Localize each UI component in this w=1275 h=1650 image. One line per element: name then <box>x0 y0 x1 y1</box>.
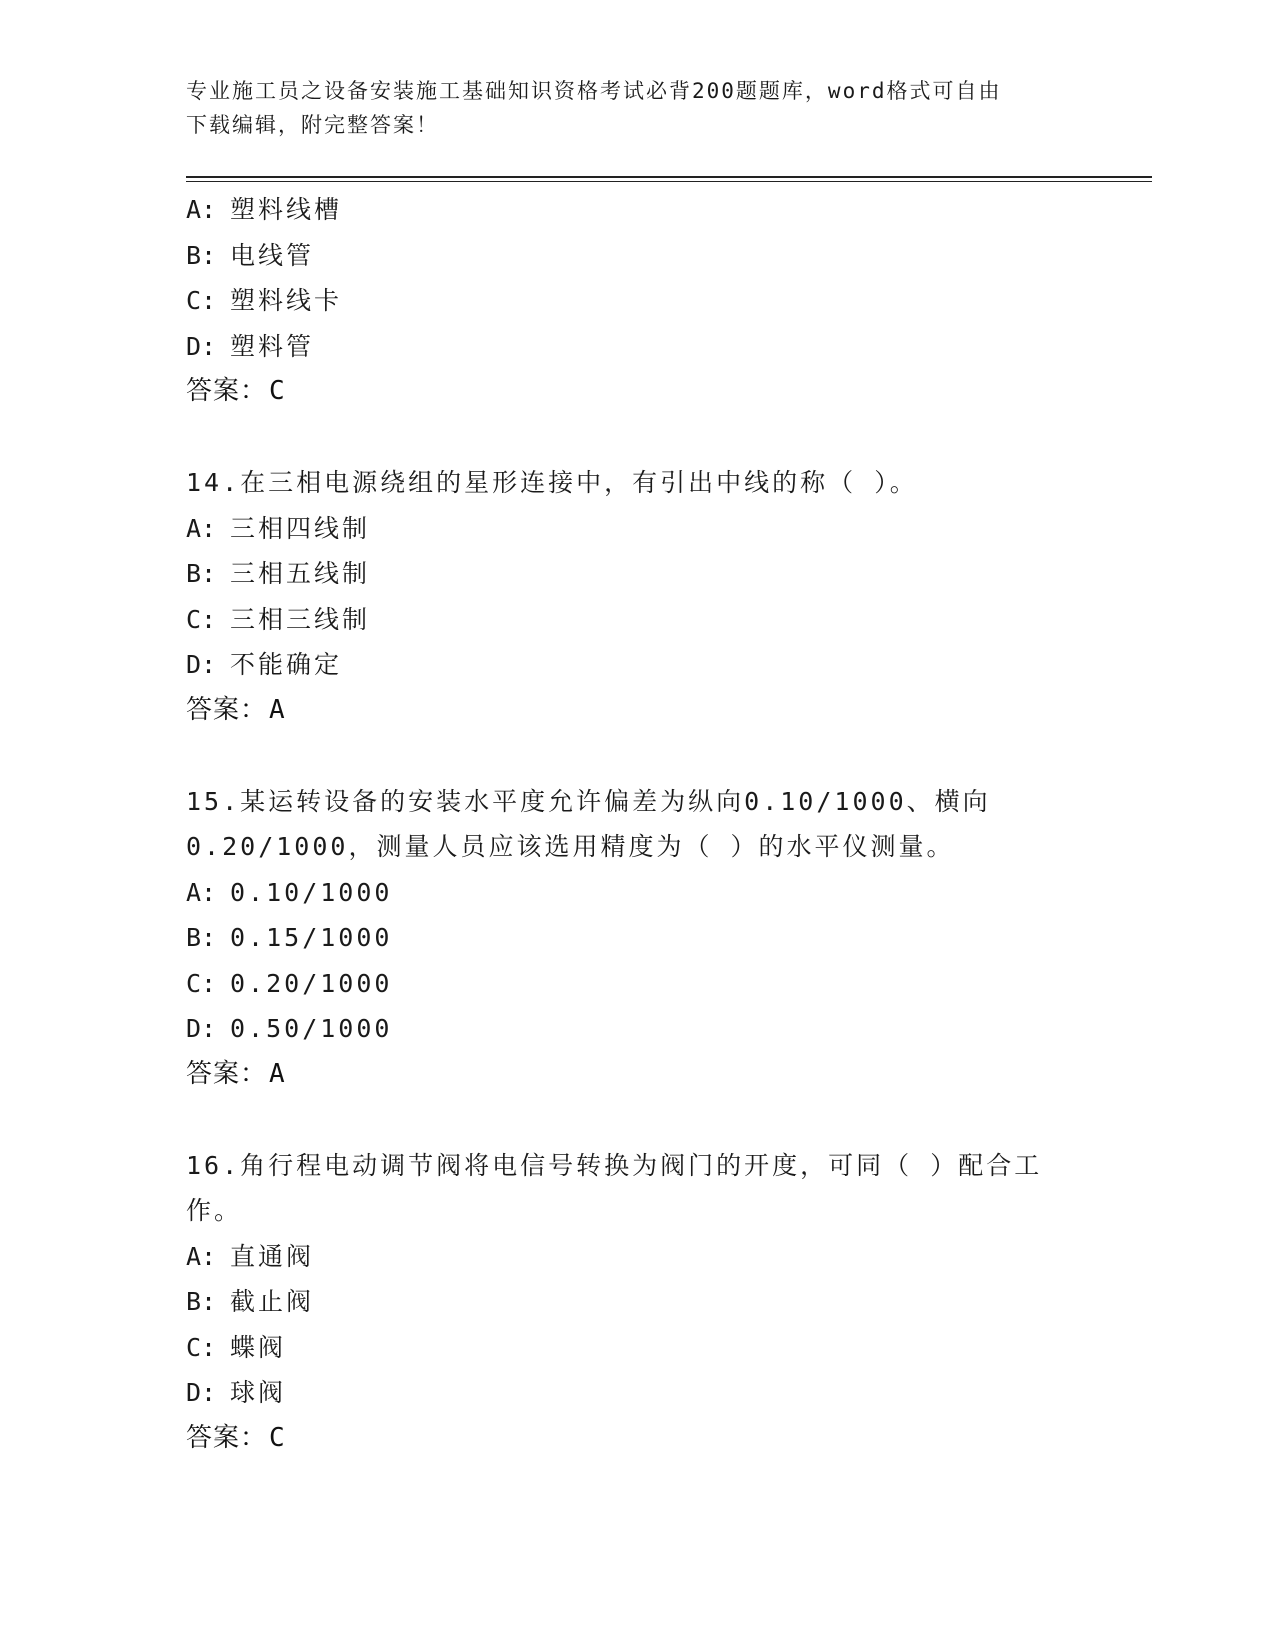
spacer <box>186 1097 1086 1143</box>
spacer <box>186 415 1086 461</box>
option-a <box>186 1234 1086 1280</box>
answer-value: C <box>269 1422 286 1453</box>
option-d <box>186 1006 1086 1052</box>
answer-value: C <box>269 376 286 406</box>
option-text: 塑料线卡 <box>230 286 343 315</box>
option-d <box>186 642 1086 688</box>
option-letter: B: <box>186 1287 217 1316</box>
option-b <box>186 233 1086 279</box>
header-line-1: 专业施工员之设备安装施工基础知识资格考试必背200题题库，word格式可自由 <box>186 79 1002 103</box>
option-b <box>186 551 1086 597</box>
option-letter: C: <box>186 286 217 315</box>
answer-label: 答案： <box>186 1058 268 1089</box>
option-letter: D: <box>186 650 217 679</box>
option-d <box>186 1370 1086 1416</box>
option-a <box>186 187 1086 233</box>
answer-line <box>186 369 1086 415</box>
option-b <box>186 915 1086 961</box>
option-d <box>186 324 1086 370</box>
option-text: 蝶阀 <box>230 1332 287 1362</box>
answer-line <box>186 1052 1086 1098</box>
answer-label: 答案： <box>186 376 268 406</box>
option-text: 三相四线制 <box>230 513 371 543</box>
option-text: 不能确定 <box>230 650 343 679</box>
question-13 <box>186 187 1086 415</box>
question-14 <box>186 460 1086 733</box>
option-text: 塑料管 <box>230 331 315 361</box>
option-c <box>186 278 1086 324</box>
question-stem-line-1: 16.角行程电动调节阀将电信号转换为阀门的开度，可同（ ）配合工 <box>186 1150 1043 1180</box>
answer-line <box>186 1416 1086 1462</box>
header-line-2: 下载编辑，附完整答案！ <box>186 113 439 137</box>
option-text: 0.10/1000 <box>230 877 393 907</box>
header-rule-thin <box>186 181 1152 182</box>
option-a <box>186 506 1086 552</box>
option-text: 电线管 <box>230 240 315 270</box>
header-rule-thick <box>186 176 1152 178</box>
option-b <box>186 1279 1086 1325</box>
spacer <box>186 733 1086 779</box>
option-letter: B: <box>186 923 217 952</box>
option-text: 0.20/1000 <box>230 968 393 998</box>
option-text: 直通阀 <box>230 1241 315 1271</box>
question-stem-line-2: 作。 <box>186 1196 243 1225</box>
option-text: 塑料线槽 <box>230 195 343 224</box>
answer-label: 答案： <box>186 694 268 725</box>
option-c <box>186 597 1086 643</box>
option-text: 三相三线制 <box>230 604 371 634</box>
option-letter: A: <box>186 877 217 907</box>
option-letter: A: <box>186 195 217 224</box>
option-letter: A: <box>186 1241 217 1271</box>
question-stem-line-2: 0.20/1000，测量人员应该选用精度为（ ）的水平仪测量。 <box>186 832 955 861</box>
answer-value: A <box>269 694 286 725</box>
option-letter: B: <box>186 240 217 270</box>
option-letter: A: <box>186 513 217 543</box>
question-list <box>186 187 1086 1461</box>
option-letter: D: <box>186 331 217 361</box>
answer-line <box>186 688 1086 734</box>
option-letter: C: <box>186 604 217 634</box>
answer-value: A <box>269 1058 286 1089</box>
option-text: 球阀 <box>230 1378 287 1407</box>
option-text: 0.50/1000 <box>230 1014 393 1043</box>
answer-label: 答案： <box>186 1422 268 1453</box>
question-15 <box>186 779 1086 1098</box>
option-letter: C: <box>186 1332 217 1362</box>
question-16 <box>186 1143 1086 1462</box>
option-letter: D: <box>186 1014 217 1043</box>
option-letter: D: <box>186 1378 217 1407</box>
option-letter: C: <box>186 968 217 998</box>
option-text: 三相五线制 <box>230 559 371 588</box>
option-letter: B: <box>186 559 217 588</box>
document-header <box>186 74 1066 142</box>
option-text: 0.15/1000 <box>230 923 393 952</box>
question-stem: 14.在三相电源绕组的星形连接中，有引出中线的称（ ）。 <box>186 468 918 497</box>
question-stem-line-1: 15.某运转设备的安装水平度允许偏差为纵向0.10/1000、横向 <box>186 786 991 816</box>
option-c <box>186 1325 1086 1371</box>
option-a <box>186 870 1086 916</box>
option-text: 截止阀 <box>230 1287 315 1316</box>
option-c <box>186 961 1086 1007</box>
